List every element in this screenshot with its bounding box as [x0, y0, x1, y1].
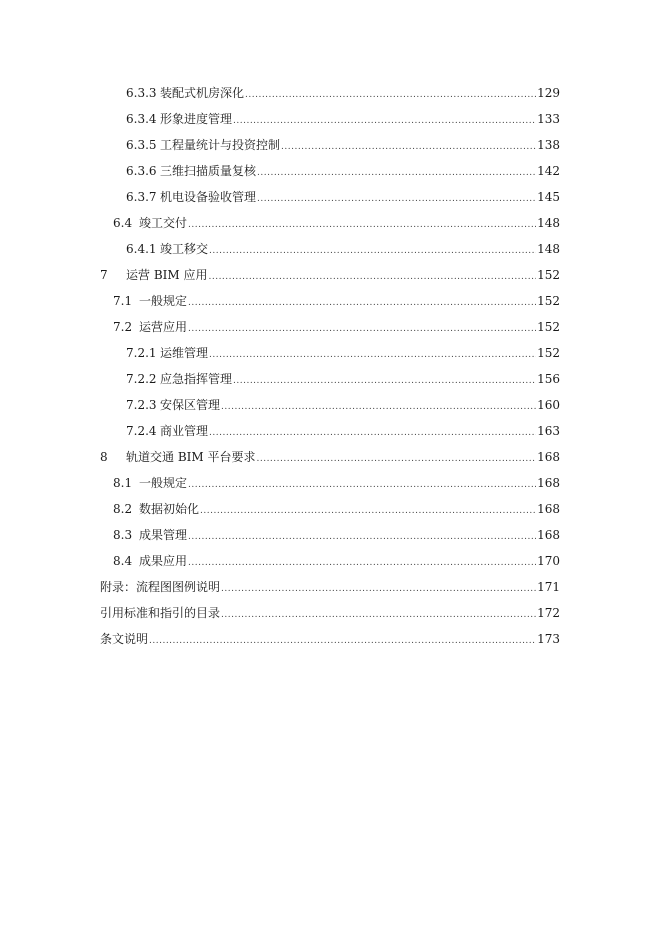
- toc-dot-leader: [245, 82, 536, 108]
- toc-entry[interactable]: [100, 444, 560, 470]
- toc-entry-title: 应急指挥管理: [160, 372, 233, 386]
- toc-entry-title: 运维管理: [160, 346, 209, 360]
- toc-entry-number: 8.2: [113, 502, 133, 516]
- toc-entry-title: 运营应用: [139, 320, 188, 334]
- toc-dot-leader: [149, 628, 536, 654]
- toc-entry-number: 6.3.4: [126, 112, 157, 126]
- toc-entry-page: 168: [537, 450, 560, 464]
- toc-entry-number: 8.1: [113, 476, 133, 490]
- toc-entry-title: 数据初始化: [139, 502, 200, 516]
- toc-entry-page: 152: [537, 346, 560, 360]
- toc-dot-leader: [233, 108, 536, 134]
- toc-dot-leader: [200, 498, 536, 524]
- toc-entry-title: 成果应用: [139, 554, 188, 568]
- toc-entry-title: 成果管理: [139, 528, 188, 542]
- toc-dot-leader: [188, 524, 536, 550]
- toc-dot-leader: [209, 420, 536, 446]
- toc-entry-page: 160: [537, 398, 560, 412]
- toc-entry[interactable]: [126, 184, 560, 210]
- toc-dot-leader: [257, 186, 536, 212]
- toc-entry-number: 6.4.1: [126, 242, 157, 256]
- toc-entry-page: 173: [537, 632, 560, 646]
- toc-dot-leader: [256, 446, 536, 472]
- toc-entry-title: 形象进度管理: [160, 112, 233, 126]
- toc-entry-title: 三维扫描质量复核: [160, 164, 257, 178]
- toc-entry-page: 148: [537, 216, 560, 230]
- toc-entry-title: 一般规定: [139, 294, 188, 308]
- toc-dot-leader: [188, 472, 536, 498]
- toc-dot-leader: [188, 212, 536, 238]
- toc-entry[interactable]: [126, 366, 560, 392]
- toc-entry-number: 7: [100, 268, 108, 282]
- toc-entry-page: 152: [537, 320, 560, 334]
- toc-entry[interactable]: [113, 548, 560, 574]
- toc-entry[interactable]: [100, 262, 560, 288]
- toc-entry[interactable]: [113, 314, 560, 340]
- toc-entry-title: 轨道交通 BIM 平台要求: [126, 450, 256, 464]
- toc-entry-page: 142: [537, 164, 560, 178]
- toc-entry-number: 7.2.4: [126, 424, 157, 438]
- toc-dot-leader: [188, 316, 536, 342]
- toc-dot-leader: [281, 134, 536, 160]
- toc-dot-leader: [221, 602, 536, 628]
- toc-entry[interactable]: [126, 236, 560, 262]
- toc-entry-page: 168: [537, 476, 560, 490]
- toc-entry[interactable]: [126, 106, 560, 132]
- toc-entry-page: 133: [537, 112, 560, 126]
- toc-entry-number: 8.3: [113, 528, 133, 542]
- toc-entry-page: 129: [537, 86, 560, 100]
- toc-entry[interactable]: [113, 210, 560, 236]
- toc-entry-page: 145: [537, 190, 560, 204]
- toc-entry-number: 7.2.3: [126, 398, 157, 412]
- toc-entry-title: 工程量统计与投资控制: [160, 138, 281, 152]
- toc-dot-leader: [188, 290, 536, 316]
- toc-entry-page: 148: [537, 242, 560, 256]
- toc-entry-title: 商业管理: [160, 424, 209, 438]
- toc-dot-leader: [257, 160, 536, 186]
- toc-entry-title: 安保区管理: [160, 398, 221, 412]
- toc-entry-page: 152: [537, 268, 560, 282]
- toc-entry[interactable]: [126, 418, 560, 444]
- toc-entry[interactable]: [126, 392, 560, 418]
- toc-entry-page: 168: [537, 528, 560, 542]
- toc-entry-title: 运营 BIM 应用: [126, 268, 208, 282]
- toc-entry-number: 8.4: [113, 554, 133, 568]
- toc-entry-page: 156: [537, 372, 560, 386]
- toc-entry-title: 一般规定: [139, 476, 188, 490]
- toc-entry-page: 172: [537, 606, 560, 620]
- toc-dot-leader: [188, 550, 536, 576]
- toc-entry-number: 7.2.2: [126, 372, 157, 386]
- toc-dot-leader: [221, 576, 536, 602]
- toc-entry-number: 8: [100, 450, 108, 464]
- toc-entry[interactable]: [126, 132, 560, 158]
- toc-entry[interactable]: [100, 626, 560, 652]
- toc-entry-number: 6.3.6: [126, 164, 157, 178]
- toc-entry-title: 附录：流程图图例说明: [100, 580, 221, 594]
- toc-entry-number: 7.1: [113, 294, 133, 308]
- toc-entry-title: 装配式机房深化: [160, 86, 245, 100]
- toc-entry-title: 机电设备验收管理: [160, 190, 257, 204]
- toc-entry-page: 171: [537, 580, 560, 594]
- toc-entry-page: 138: [537, 138, 560, 152]
- toc-entry[interactable]: [113, 288, 560, 314]
- toc-entry[interactable]: [113, 470, 560, 496]
- toc-entry-number: 6.3.5: [126, 138, 157, 152]
- toc-entry-number: 6.3.3: [126, 86, 157, 100]
- toc-entry[interactable]: [100, 600, 560, 626]
- toc-entry[interactable]: [113, 496, 560, 522]
- toc-entry-page: 163: [537, 424, 560, 438]
- toc-entry-number: 7.2: [113, 320, 133, 334]
- toc-dot-leader: [233, 368, 536, 394]
- toc-entry-page: 152: [537, 294, 560, 308]
- toc-dot-leader: [209, 238, 536, 264]
- toc-entry[interactable]: [126, 340, 560, 366]
- toc-entry-page: 168: [537, 502, 560, 516]
- toc-entry[interactable]: [126, 80, 560, 106]
- toc-entry-title: 竣工移交: [160, 242, 209, 256]
- toc-entry[interactable]: [113, 522, 560, 548]
- toc-entry-title: 引用标准和指引的目录: [100, 606, 221, 620]
- toc-entry-number: 6.4: [113, 216, 133, 230]
- toc-entry-title: 竣工交付: [139, 216, 188, 230]
- toc-entry-number: 7.2.1: [126, 346, 157, 360]
- toc-entry-title: 条文说明: [100, 632, 149, 646]
- toc-entry-page: 170: [537, 554, 560, 568]
- toc-entry-number: 6.3.7: [126, 190, 157, 204]
- toc-dot-leader: [221, 394, 536, 420]
- toc-entry[interactable]: [100, 574, 560, 600]
- toc-dot-leader: [209, 342, 536, 368]
- toc-dot-leader: [208, 264, 536, 290]
- toc-entry[interactable]: [126, 158, 560, 184]
